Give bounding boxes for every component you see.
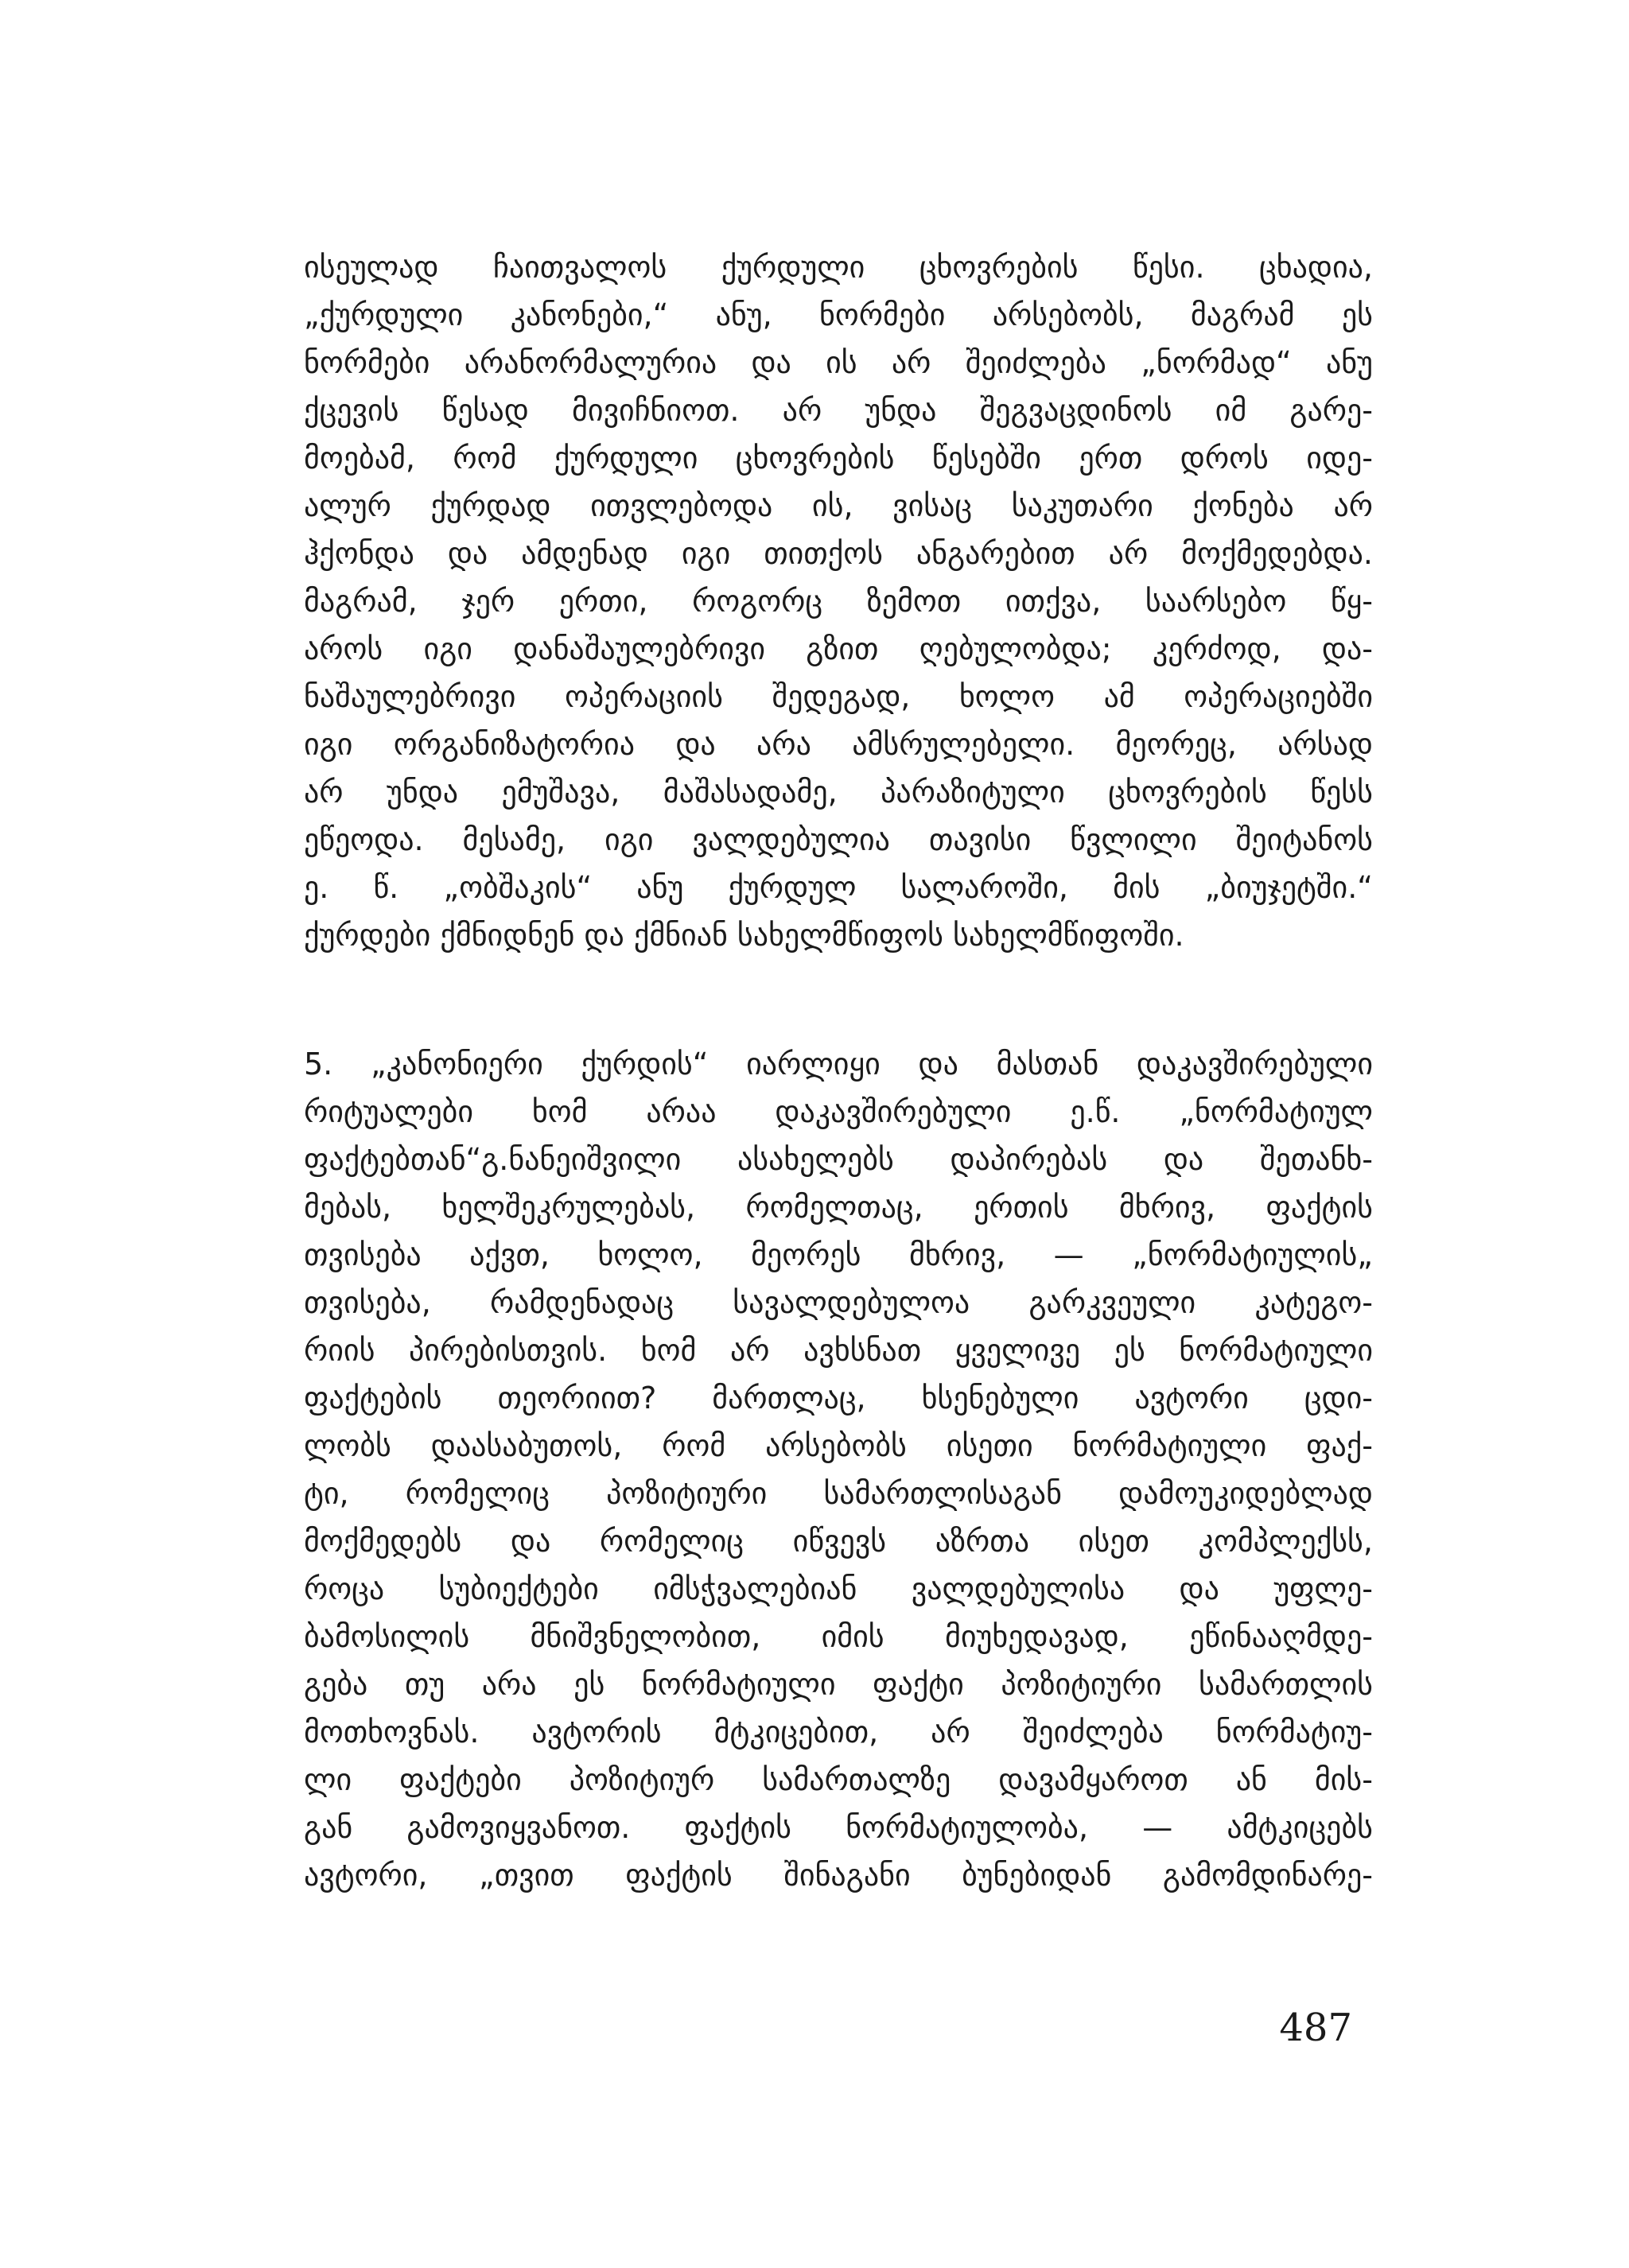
text-line: ბამოსილის მნიშვნელობით, იმის მიუხედავად, ეწინააღმდე- bbox=[304, 1619, 1373, 1654]
text-line: გება თუ არა ეს ნორმატიული ფაქტი პოზიტიური სამართლის bbox=[304, 1667, 1373, 1702]
page-number: 487 bbox=[1279, 2006, 1352, 2050]
text-line: ავტორი, „თვით ფაქტის შინაგანი ბუნებიდან გამომდინარე- bbox=[304, 1858, 1373, 1893]
text-line: ნაშაულებრივი ოპერაციის შედეგად, ხოლო ამ ოპერაციებში bbox=[304, 679, 1373, 714]
text-line: ტი, რომელიც პოზიტიური სამართლისაგან დამოუკიდებლად bbox=[304, 1476, 1373, 1511]
text-line: როცა სუბიექტები იმსჭვალებიან ვალდებულისა და უფლე- bbox=[304, 1571, 1373, 1606]
text-line: ლი ფაქტები პოზიტიურ სამართალზე დავამყაროთ ან მის- bbox=[304, 1762, 1373, 1797]
text-line: არ უნდა ემუშავა, მაშასადამე, პარაზიტული ცხოვრების წესს bbox=[304, 775, 1373, 810]
text-line: ნორმები არანორმალურია და ის არ შეიძლება „ნორმად“ ანუ bbox=[304, 345, 1373, 380]
text-line: ალურ ქურდად ითვლებოდა ის, ვისაც საკუთარი ქონება არ bbox=[304, 488, 1373, 523]
text-line: თვისება, რამდენადაც სავალდებულოა გარკვეული კატეგო- bbox=[304, 1285, 1373, 1320]
text-line: მოებამ, რომ ქურდული ცხოვრების წესებში ერთ დროს იდე- bbox=[304, 441, 1373, 476]
text-line: მებას, ხელშეკრულებას, რომელთაც, ერთის მხრივ, ფაქტის bbox=[304, 1190, 1373, 1225]
text-line: 5. „კანონიერი ქურდის“ იარლიყი და მასთან დაკავშირებული bbox=[304, 1047, 1373, 1082]
text-line: ფაქტების თეორიით? მართლაც, ხსენებული ავტორი ცდი- bbox=[304, 1381, 1373, 1416]
text-line: გან გამოვიყვანოთ. ფაქტის ნორმატიულობა, — ამტკიცებს bbox=[304, 1810, 1373, 1845]
text-line: აროს იგი დანაშაულებრივი გზით ღებულობდა; კერძოდ, და- bbox=[304, 631, 1373, 666]
text-line: რიის პირებისთვის. ხომ არ ავხსნათ ყველივე ეს ნორმატიული bbox=[304, 1333, 1373, 1368]
text-line: ჰქონდა და ამდენად იგი თითქოს ანგარებით არ მოქმედებდა. bbox=[304, 536, 1373, 571]
text-line: ისეულად ჩაითვალოს ქურდული ცხოვრების წესი. ცხადია, bbox=[304, 250, 1373, 285]
text-line: „ქურდული კანონები,“ ანუ, ნორმები არსებობს, მაგრამ ეს bbox=[304, 297, 1373, 332]
text-line: ლობს დაასაბუთოს, რომ არსებობს ისეთი ნორმატიული ფაქ- bbox=[304, 1428, 1373, 1463]
text-line: ფაქტებთან“გ.ნანეიშვილი ასახელებს დაპირებას და შეთანხ- bbox=[304, 1142, 1373, 1177]
text-line: იგი ორგანიზატორია და არა ამსრულებელი. მეორეც, არსად bbox=[304, 727, 1373, 762]
text-line: თვისება აქვთ, ხოლო, მეორეს მხრივ, — „ნორმატიულის„ bbox=[304, 1237, 1373, 1272]
text-line: მოქმედებს და რომელიც იწვევს აზრთა ისეთ კომპლექსს, bbox=[304, 1524, 1373, 1559]
text-line: რიტუალები ხომ არაა დაკავშირებული ე.წ. „ნორმატიულ bbox=[304, 1094, 1373, 1129]
text-line: ქცევის წესად მივიჩნიოთ. არ უნდა შეგვაცდინოს იმ გარე- bbox=[304, 393, 1373, 428]
text-line: ე. წ. „ობშაკის“ ანუ ქურდულ სალაროში, მის „ბიუჯეტში.“ bbox=[304, 870, 1373, 905]
text-line: მაგრამ, ჯერ ერთი, როგორც ზემოთ ითქვა, საარსებო წყ- bbox=[304, 584, 1373, 619]
text-line: მოთხოვნას. ავტორის მტკიცებით, არ შეიძლება ნორმატიუ- bbox=[304, 1715, 1373, 1750]
paragraph-2 bbox=[304, 1040, 1373, 1899]
text-line: ქურდები ქმნიდნენ და ქმნიან სახელმწიფოს სახელმწიფოში. bbox=[304, 918, 1184, 953]
paragraph-1 bbox=[304, 243, 1373, 959]
text-line: ეწეოდა. მესამე, იგი ვალდებულია თავისი წვლილი შეიტანოს bbox=[304, 822, 1373, 857]
